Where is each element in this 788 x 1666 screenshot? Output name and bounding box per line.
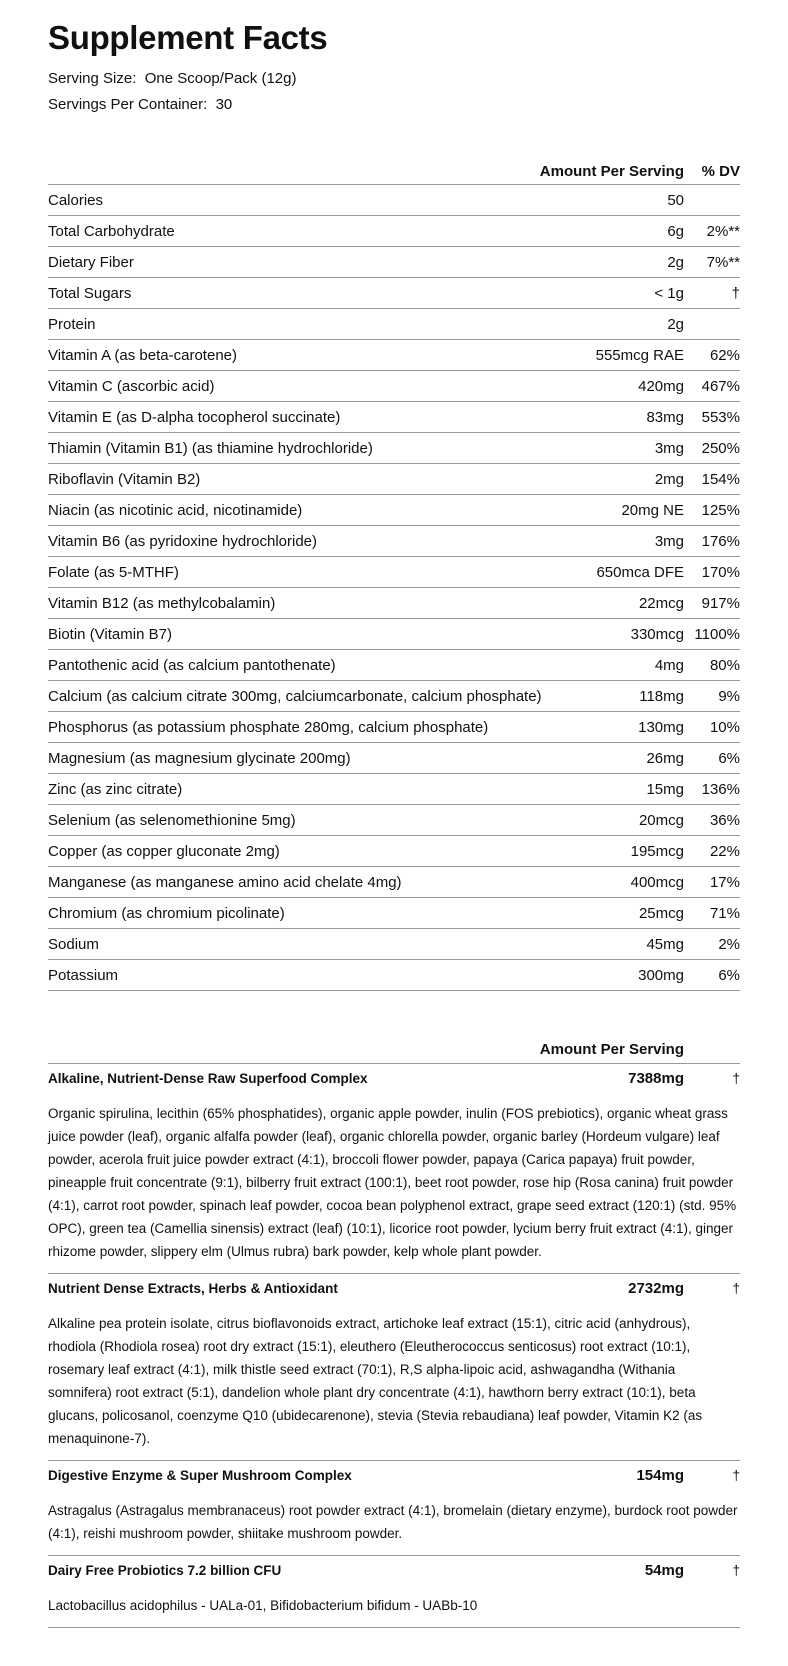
blend-name: Dairy Free Probiotics 7.2 billion CFU [48, 1562, 282, 1578]
nutrient-row [48, 557, 740, 588]
nutrient-amount: 3mg [654, 532, 684, 550]
nutrient-amount: 130mg [638, 718, 684, 736]
blend-row [48, 1461, 740, 1489]
nutrient-row [48, 619, 740, 650]
nutrient-name: Phosphorus (as potassium phosphate 280mg, calcium phosphate) [48, 718, 489, 736]
nutrient-row [48, 340, 740, 371]
nutrient-row [48, 247, 740, 278]
nutrient-daily-value: 22% [709, 842, 740, 860]
nutrient-daily-value: 917% [701, 594, 740, 612]
nutrient-amount: 20mcg [638, 811, 684, 829]
nutrient-row [48, 743, 740, 774]
nutrient-name: Zinc (as zinc citrate) [48, 780, 183, 798]
nutrient-name: Total Sugars [48, 284, 132, 302]
nutrient-name: Potassium [48, 966, 119, 984]
nutrient-name: Calories [48, 191, 104, 209]
nutrient-name: Chromium (as chromium picolinate) [48, 904, 285, 922]
nutrient-name: Vitamin B6 (as pyridoxine hydrochloride) [48, 532, 318, 550]
nutrient-name: Pantothenic acid (as calcium pantothenate) [48, 656, 336, 674]
blend-row [48, 1556, 740, 1584]
nutrient-row [48, 495, 740, 526]
blend-daily-value: † [732, 1070, 740, 1086]
nutrient-daily-value: 467% [701, 377, 740, 395]
nutrient-row [48, 433, 740, 464]
nutrient-amount: 2mg [654, 470, 684, 488]
nutrient-name: Vitamin A (as beta-carotene) [48, 346, 237, 364]
blend-amount-header: Amount Per Serving [539, 1040, 684, 1058]
page-title: Supplement Facts [48, 19, 328, 56]
nutrient-name: Biotin (Vitamin B7) [48, 625, 172, 643]
nutrient-name: Riboflavin (Vitamin B2) [48, 470, 201, 488]
blend-daily-value: † [732, 1467, 740, 1483]
nutrient-row [48, 216, 740, 247]
nutrient-row [48, 371, 740, 402]
nutrient-amount: 195mcg [630, 842, 684, 860]
blend-amount: 7388mg [628, 1069, 684, 1087]
nutrient-amount: 3mg [654, 439, 684, 457]
nutrient-name: Total Carbohydrate [48, 222, 175, 240]
nutrient-daily-value: 553% [701, 408, 740, 426]
blend-name: Nutrient Dense Extracts, Herbs & Antioxidant [48, 1280, 338, 1296]
nutrient-row [48, 867, 740, 898]
nutrient-amount: 22mcg [638, 594, 684, 612]
blend-group [48, 1556, 740, 1628]
nutrient-daily-value: 170% [701, 563, 740, 581]
nutrient-daily-value: 62% [709, 346, 740, 364]
serving-info [48, 66, 740, 118]
blend-table [48, 1035, 740, 1628]
servings-per-container-value: 30 [215, 96, 233, 113]
nutrient-amount: 6g [667, 222, 684, 240]
nutrient-row [48, 836, 740, 867]
nutrient-name: Vitamin B12 (as methylcobalamin) [48, 594, 276, 612]
nutrient-row [48, 464, 740, 495]
nutrient-amount: 118mg [639, 687, 684, 705]
serving-size [48, 66, 740, 92]
nutrient-name: Magnesium (as magnesium glycinate 200mg) [48, 749, 351, 767]
nutrient-daily-value: 17% [709, 873, 740, 891]
blend-daily-value: † [732, 1280, 740, 1296]
nutrient-name: Selenium (as selenomethionine 5mg) [48, 811, 296, 829]
blend-row [48, 1064, 740, 1092]
nutrient-daily-value: 1100% [694, 625, 740, 643]
servings-per-container-label: Servings Per Container: [48, 96, 208, 113]
nutrient-daily-value: 10% [709, 718, 740, 736]
blend-ingredients: Astragalus (Astragalus membranaceus) root powder extract (4:1), bromelain (dietary enzyme), burdock root powder (4:1), reishi mushroom powder, shiitake mushroom powder. [48, 1489, 740, 1556]
nutrient-table-header [48, 158, 740, 185]
nutrient-daily-value: 176% [701, 532, 740, 550]
nutrient-row [48, 805, 740, 836]
nutrient-amount: 45mg [646, 935, 684, 953]
blend-amount: 54mg [644, 1561, 684, 1579]
nutrient-name: Folate (as 5-MTHF) [48, 563, 179, 581]
nutrient-name: Protein [48, 315, 96, 333]
nutrient-daily-value: 80% [709, 656, 740, 674]
blend-amount: 2732mg [628, 1279, 684, 1297]
blend-daily-value: † [732, 1562, 740, 1578]
nutrient-amount: 400mcg [630, 873, 684, 891]
nutrient-name: Dietary Fiber [48, 253, 134, 271]
nutrient-daily-value: 154% [701, 470, 740, 488]
nutrient-daily-value: 136% [701, 780, 740, 798]
nutrient-amount: 2g [667, 253, 684, 271]
blend-group [48, 1274, 740, 1461]
nutrient-row [48, 712, 740, 743]
blend-amount: 154mg [636, 1466, 684, 1484]
nutrient-row [48, 185, 740, 216]
nutrient-row [48, 526, 740, 557]
serving-size-value: One Scoop/Pack (12g) [144, 70, 297, 87]
blend-group [48, 1064, 740, 1274]
nutrient-daily-value: 9% [718, 687, 740, 705]
blend-group [48, 1461, 740, 1556]
nutrient-name: Manganese (as manganese amino acid chelate 4mg) [48, 873, 402, 891]
blend-name: Digestive Enzyme & Super Mushroom Complex [48, 1467, 352, 1483]
nutrient-name: Vitamin E (as D-alpha tocopherol succinate) [48, 408, 341, 426]
nutrient-row [48, 588, 740, 619]
nutrient-row [48, 929, 740, 960]
nutrient-amount: 15mg [646, 780, 684, 798]
nutrient-row [48, 309, 740, 340]
nutrient-amount: < 1g [654, 284, 684, 302]
nutrient-daily-value: 71% [709, 904, 740, 922]
nutrient-name: Thiamin (Vitamin B1) (as thiamine hydrochloride) [48, 439, 373, 457]
nutrient-amount: 300mg [638, 966, 684, 984]
nutrient-amount: 555mcg RAE [595, 346, 684, 364]
blend-ingredients: Lactobacillus acidophilus - UALa-01, Bifidobacterium bifidum - UABb-10 [48, 1584, 740, 1628]
nutrient-row [48, 681, 740, 712]
nutrient-daily-value: † [731, 284, 740, 302]
nutrient-rows [48, 185, 740, 991]
nutrient-daily-value: 36% [709, 811, 740, 829]
blend-row [48, 1274, 740, 1302]
nutrient-amount: 4mg [654, 656, 684, 674]
nutrient-daily-value: 125% [701, 501, 740, 519]
nutrient-amount: 26mg [646, 749, 684, 767]
servings-per-container [48, 92, 740, 118]
nutrient-row [48, 278, 740, 309]
nutrient-daily-value: 7%** [706, 253, 740, 271]
nutrient-name: Calcium (as calcium citrate 300mg, calciumcarbonate, calcium phosphate) [48, 687, 542, 705]
nutrient-amount: 20mg NE [621, 501, 684, 519]
nutrient-name: Niacin (as nicotinic acid, nicotinamide) [48, 501, 303, 519]
nutrient-daily-value: 6% [718, 966, 740, 984]
nutrient-row [48, 960, 740, 991]
blend-ingredients: Organic spirulina, lecithin (65% phosphatides), organic apple powder, inulin (FOS prebiotics), organic wheat grass juice powder (leaf), organic alfalfa powder (leaf), organic chlorella powder, organic barley (Hordeum vulgare) leaf powder, acerola fruit juice powder extract (4:1), broccoli flower powder, papaya (Carica papaya) fruit powder, pineapple fruit concentrate (9:1), bilberry fruit extract (100:1), beet root powder, rose hip (Rosa canina) fruit powder (4:1), carrot root powder, spinach leaf powder, cocoa bean polyphenol extract, grape seed extract (120:1) (std. 95% OPC), green tea (Camellia sinensis) extract (leaf) (10:1), licorice root powder, lycium berry fruit extract (4:1), ginger rhizome powder, slippery elm (Ulmus rubra) bark powder, kelp whole plant powder. [48, 1092, 740, 1274]
amount-per-serving-header: Amount Per Serving [539, 162, 684, 180]
blend-rows [48, 1064, 740, 1628]
blend-ingredients: Alkaline pea protein isolate, citrus bioflavonoids extract, artichoke leaf extract (15:1), citric acid (anhydrous), rhodiola (Rhodiola rosea) root dry extract (15:1), eleuthero (Eleutherococcus senticosus) root extract (10:1), rosemary leaf extract (4:1), milk thistle seed extract (70:1), R,S alpha-lipoic acid, ashwagandha (Withania somnifera) root extract (5:1), dandelion whole plant dry concentrate (4:1), hawthorn berry extract (10:1), beta glucans, policosanol, coenzyme Q10 (ubidecarenone), stevia (Stevia rebaudiana) leaf powder, Vitamin K2 (as menaquinone-7). [48, 1302, 740, 1461]
nutrient-amount: 83mg [646, 408, 684, 426]
nutrient-daily-value: 6% [718, 749, 740, 767]
nutrient-row [48, 650, 740, 681]
nutrient-row [48, 402, 740, 433]
nutrient-table [48, 158, 740, 991]
nutrient-row [48, 898, 740, 929]
nutrient-name: Sodium [48, 935, 99, 953]
nutrient-amount: 2g [667, 315, 684, 333]
serving-size-label: Serving Size: [48, 70, 137, 87]
nutrient-amount: 650mca DFE [596, 563, 684, 581]
nutrient-amount: 25mcg [638, 904, 684, 922]
nutrient-daily-value: 250% [701, 439, 740, 457]
nutrient-amount: 50 [667, 191, 684, 209]
blend-name: Alkaline, Nutrient-Dense Raw Superfood Complex [48, 1070, 368, 1086]
nutrient-row [48, 774, 740, 805]
nutrient-daily-value: 2%** [706, 222, 740, 240]
blend-table-header [48, 1035, 740, 1064]
nutrient-daily-value: 2% [718, 935, 740, 953]
nutrient-name: Copper (as copper gluconate 2mg) [48, 842, 280, 860]
daily-value-header: % DV [701, 162, 740, 180]
nutrient-amount: 330mcg [630, 625, 684, 643]
nutrient-name: Vitamin C (ascorbic acid) [48, 377, 215, 395]
nutrient-amount: 420mg [638, 377, 684, 395]
